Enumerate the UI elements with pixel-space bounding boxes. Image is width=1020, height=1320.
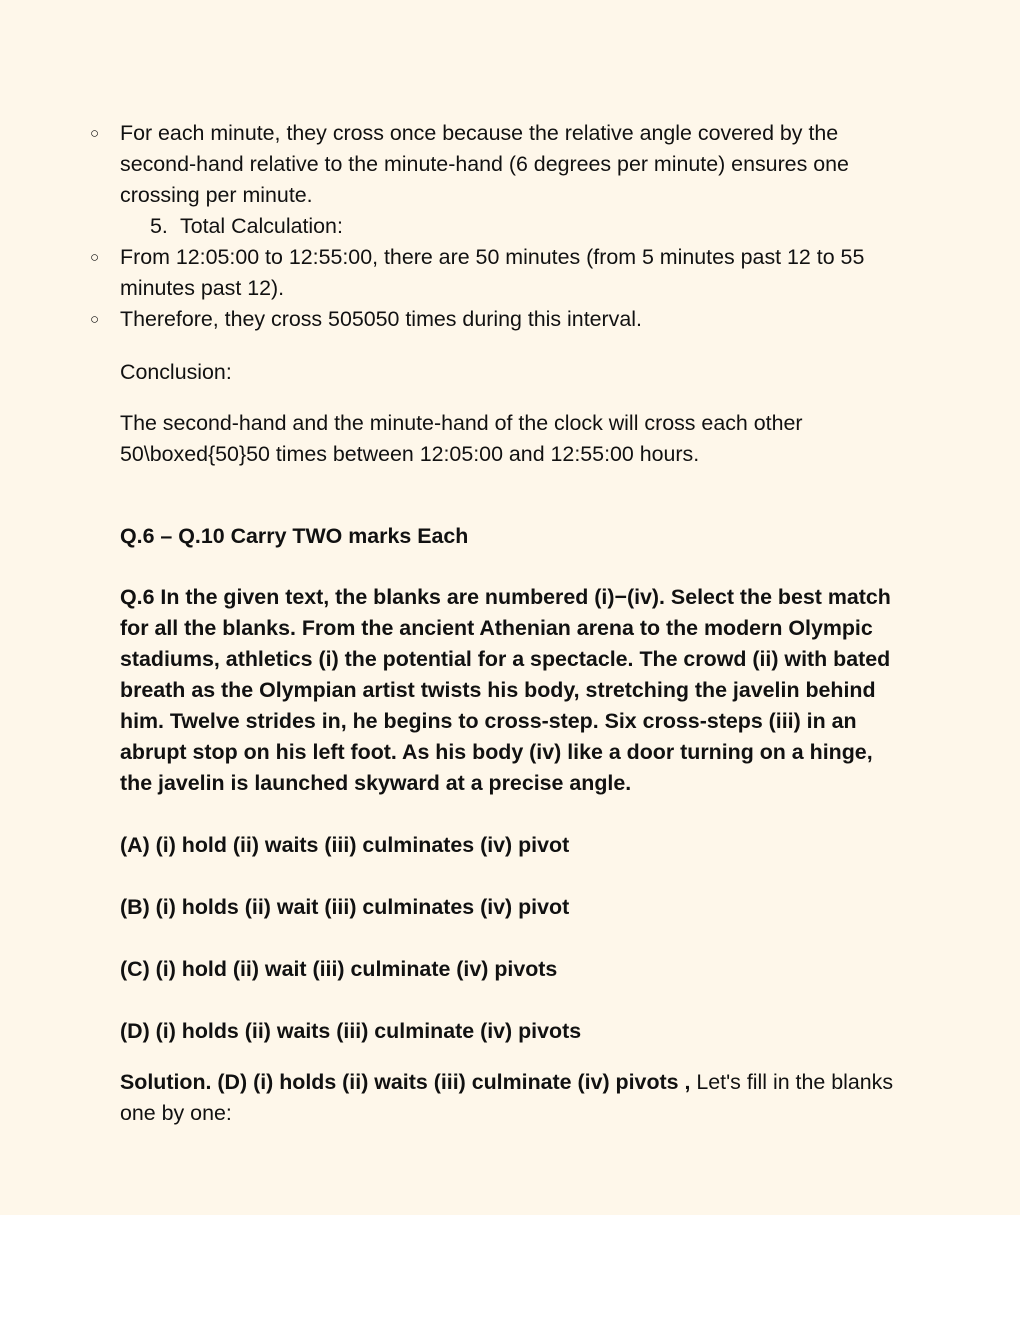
solution-answer: Solution. (D) (i) holds (ii) waits (iii) culminate (iv) pivots , (120, 1070, 691, 1094)
bullet-text: For each minute, they cross once because the relative angle covered by the second-hand relative to the minute-hand (6 degrees per minute) ensures one crossing per minute. (120, 121, 849, 207)
list-item (90, 304, 910, 335)
conclusion-text: The second-hand and the minute-hand of the clock will cross each other 50\boxed{50}50 times between 12:05:00 and 12:55:00 hours. (120, 411, 803, 466)
numbered-item-5 (120, 211, 910, 242)
sub-list-prev (0, 118, 910, 211)
hollow-bullet-icon: ○ (90, 249, 100, 266)
solution-paragraph (120, 1067, 910, 1129)
option-c: (C) (i) hold (ii) wait (iii) culminate (iv) pivots (120, 957, 558, 981)
option-d: (D) (i) holds (ii) waits (iii) culminate (iv) pivots (120, 1019, 582, 1043)
list-item (90, 118, 910, 211)
hollow-bullet-icon: ○ (90, 311, 100, 328)
list-item (90, 242, 910, 304)
solution-text: Let's fill in the blanks one by one: (120, 1070, 894, 1125)
item-number: 5. (150, 214, 168, 238)
bullet-text: From 12:05:00 to 12:55:00, there are 50 minutes (from 5 minutes past 12 to 55 minutes past 12). (120, 245, 865, 300)
section-heading: Q.6 – Q.10 Carry TWO marks Each (120, 524, 469, 548)
option-a: (A) (i) hold (ii) waits (iii) culminates (iv) pivot (120, 833, 570, 857)
sub-list-item5 (0, 242, 910, 335)
option-b: (B) (i) holds (ii) wait (iii) culminates (iv) pivot (120, 895, 570, 919)
hollow-bullet-icon: ○ (90, 125, 100, 142)
item-label: Total Calculation: (180, 214, 343, 238)
question-text: Q.6 In the given text, the blanks are numbered (i)−(iv). Select the best match for all the blanks. From the ancient Athenian arena to the modern Olympic stadiums, athletics (i) the potential for a spectacle. The crowd (ii) with bated breath as the Olympian artist twists his body, stretching the javelin behind him. Twelve strides in, he begins to cross-step. Six cross-steps (iii) in an abrupt stop on his left foot. As his body (iv) like a door turning on a hinge, the javelin is launched skyward at a precise angle. (120, 585, 891, 795)
bullet-text: Therefore, they cross 505050 times during this interval. (120, 307, 642, 331)
document-content (90, 118, 910, 1129)
conclusion-heading: Conclusion: (120, 360, 232, 384)
